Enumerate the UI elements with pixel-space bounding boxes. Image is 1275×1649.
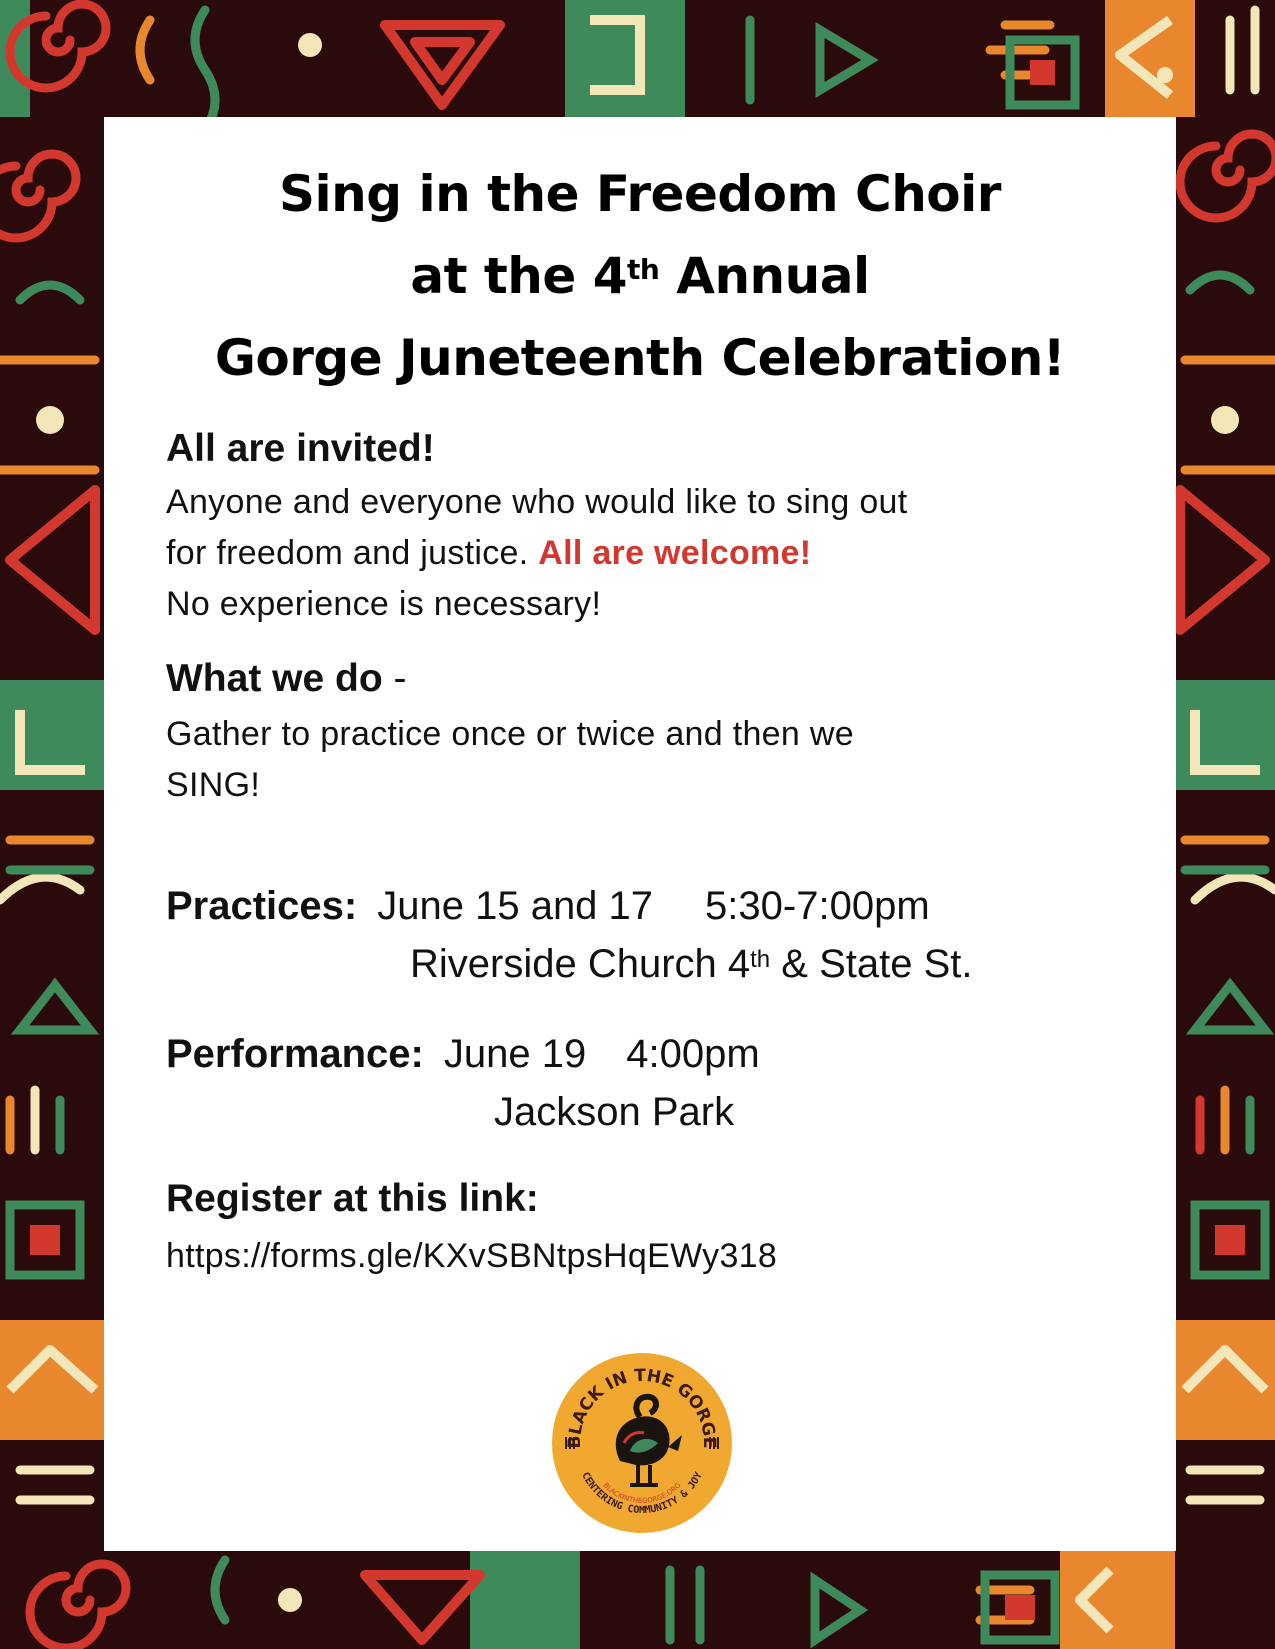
practices-time: 5:30-7:00pm <box>705 884 930 928</box>
logo-site: BLACKINTHEGORGE.ORG <box>601 1481 683 1506</box>
practices-venue: Riverside Church 4th & State St. <box>410 942 973 986</box>
logo-text-bottom: CENTERING COMMUNITY & JOY <box>579 1470 705 1516</box>
practices-section <box>166 877 972 993</box>
performance-time: 4:00pm <box>626 1032 760 1076</box>
performance-venue: Jackson Park <box>494 1090 735 1134</box>
flyer-title <box>104 153 1176 399</box>
performance-section <box>166 1025 760 1141</box>
invite-line-2: for freedom and justice. All are welcome! <box>166 534 812 572</box>
flyer-card <box>104 117 1176 1551</box>
what-we-do-line-1: Gather to practice once or twice and then we <box>166 715 854 753</box>
black-in-the-gorge-logo <box>550 1351 734 1535</box>
invite-heading: All are invited! <box>166 427 435 470</box>
what-we-do-line-2: SING! <box>166 766 261 804</box>
practices-label: Practices: <box>166 884 358 928</box>
title-line-3: Gorge Juneteenth Celebration! <box>214 329 1066 387</box>
welcome-text: All are welcome! <box>538 534 812 572</box>
performance-date: June 19 <box>443 1032 587 1076</box>
what-we-do-section <box>166 657 854 811</box>
invite-line-1: Anyone and everyone who would like to sing out <box>166 483 908 521</box>
practices-dates: June 15 and 17 <box>377 884 654 928</box>
logo-text-top: BLACK IN THE GORGE <box>564 1365 720 1449</box>
invite-line-3: No experience is necessary! <box>166 585 602 623</box>
register-link[interactable]: https://forms.gle/KXvSBNtpsHqEWy318 <box>166 1237 778 1275</box>
register-section <box>166 1177 777 1282</box>
performance-label: Performance: <box>166 1032 424 1076</box>
register-heading: Register at this link: <box>166 1177 539 1220</box>
title-line-2: at the 4th Annual <box>410 247 870 305</box>
performance-row <box>166 1025 760 1083</box>
practices-row <box>166 877 972 935</box>
title-line-1: Sing in the Freedom Choir <box>279 165 1001 223</box>
what-we-do-heading: What we do - <box>166 657 407 700</box>
invite-section <box>166 427 908 630</box>
